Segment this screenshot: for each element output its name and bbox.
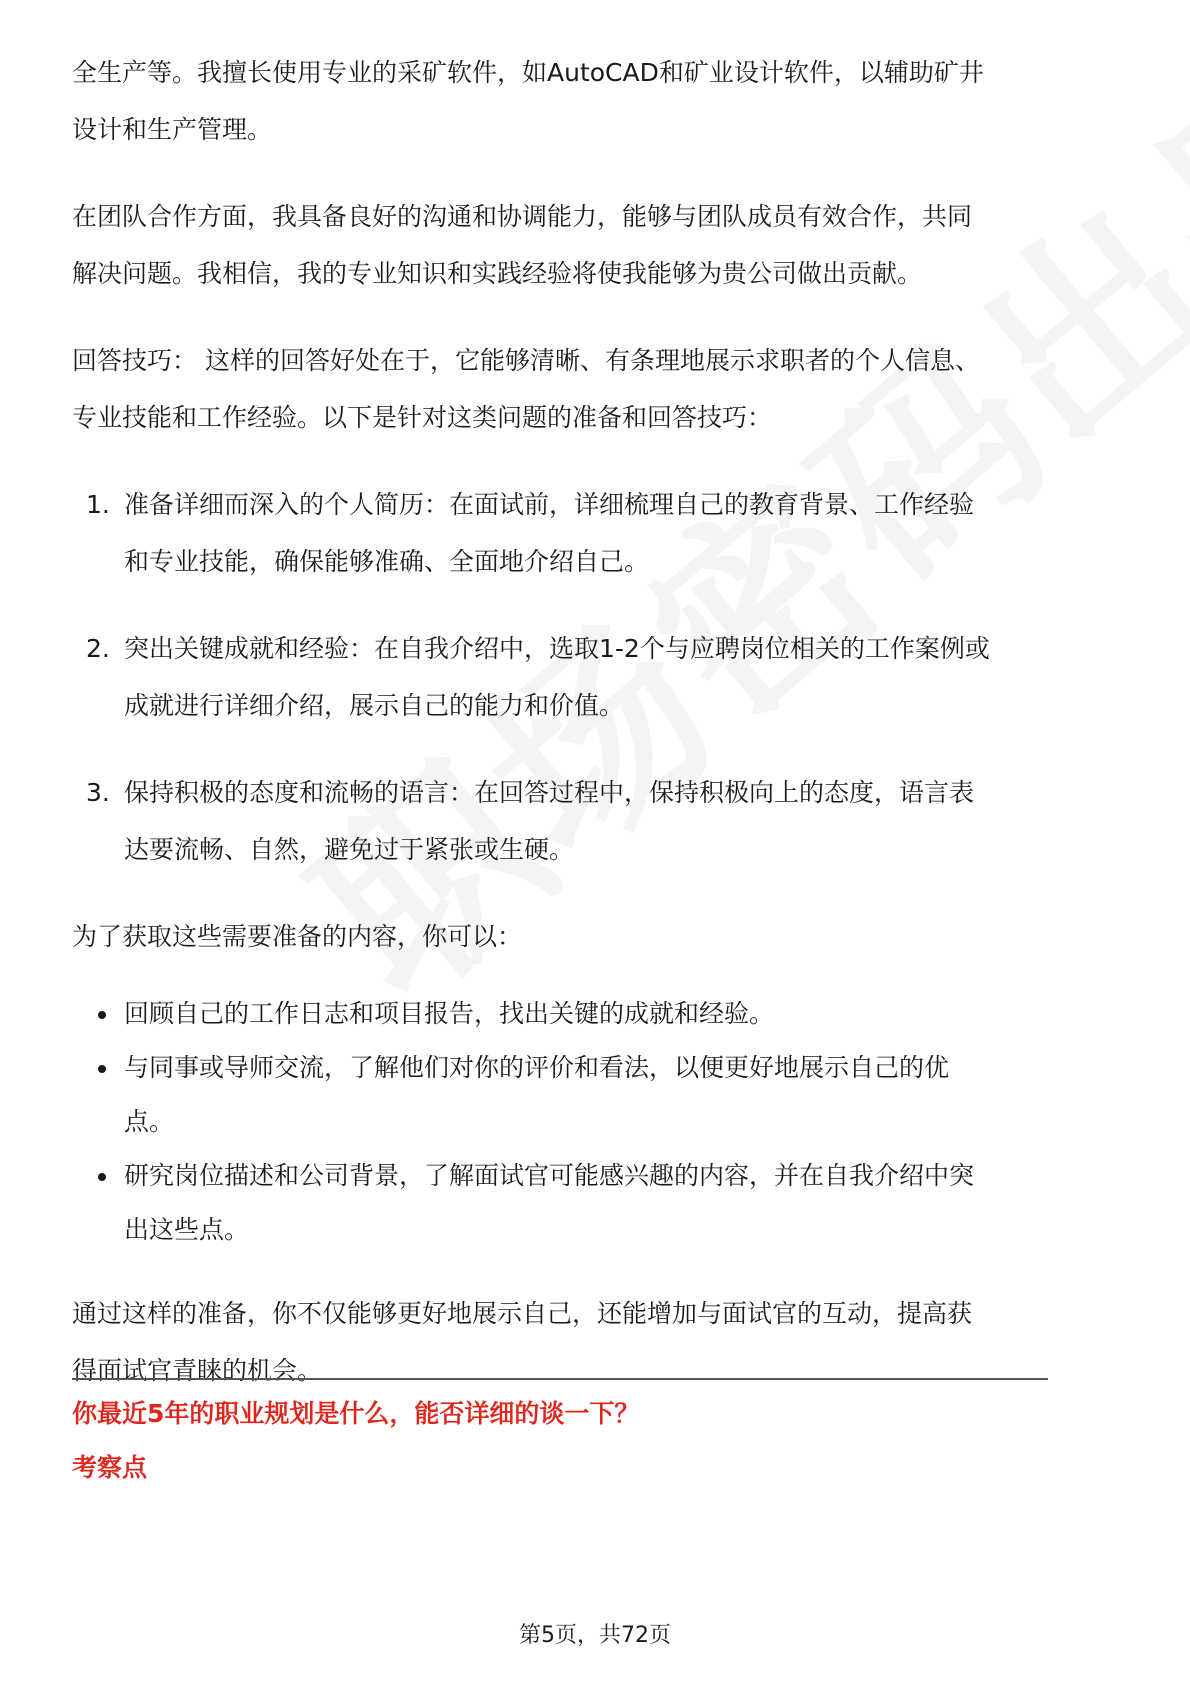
list-item: [72, 476, 1120, 590]
paragraph-line: 设计和生产管理。: [72, 115, 273, 144]
bullet-icon: [98, 1065, 106, 1073]
section-divider: [72, 1378, 1048, 1380]
paragraph-teamwork: [72, 188, 1120, 302]
list-item: [72, 1041, 1120, 1149]
list-item: [72, 1149, 1120, 1257]
list-item-line: 突出关键成就和经验：在自我介绍中，选取1-2个与应聘岗位相关的工作案例或: [124, 634, 990, 663]
list-item-line: 准备详细而深入的个人简历：在面试前，详细梳理自己的教育背景、工作经验: [124, 490, 975, 519]
prep-bullet-list: [72, 987, 1120, 1257]
paragraph-line: 得面试官青睐的机会。: [72, 1356, 323, 1385]
list-number: 3.: [86, 778, 110, 807]
paragraph-line: 解决问题。我相信，我的专业知识和实践经验将使我能够为贵公司做出贡献。: [72, 259, 923, 288]
next-question-heading: 你最近5年的职业规划是什么，能否详细的谈一下？: [72, 1399, 640, 1428]
list-item-line: 达要流畅、自然，避免过于紧张或生硬。: [124, 835, 575, 864]
page-footer: 第5页，共72页: [519, 1623, 671, 1648]
list-item: [72, 987, 1120, 1041]
section-label: 考察点: [72, 1453, 148, 1482]
list-item-line: 与同事或导师交流，了解他们对你的评价和看法，以便更好地展示自己的优: [124, 1053, 950, 1082]
paragraph-line: 在团队合作方面，我具备良好的沟通和协调能力，能够与团队成员有效合作，共同: [72, 202, 973, 231]
main-content: [72, 44, 1120, 1399]
list-number: 1.: [86, 490, 110, 519]
list-item-line: 成就进行详细介绍，展示自己的能力和价值。: [124, 691, 625, 720]
paragraph-line: 回答技巧： 这样的回答好处在于，它能够清晰、有条理地展示求职者的个人信息、: [72, 346, 980, 375]
paragraph-bullets-intro: 为了获取这些需要准备的内容，你可以：: [72, 922, 523, 951]
paragraph-line: 专业技能和工作经验。以下是针对这类问题的准备和回答技巧：: [72, 403, 773, 432]
list-item-line: 回顾自己的工作日志和项目报告，找出关键的成就和经验。: [124, 999, 775, 1028]
paragraph-software: [72, 44, 1120, 158]
tips-numbered-list: [72, 476, 1120, 878]
paragraph-line: 全生产等。我擅长使用专业的采矿软件，如AutoCAD和矿业设计软件，以辅助矿井: [72, 58, 984, 87]
list-item-line: 和专业技能，确保能够准确、全面地介绍自己。: [124, 547, 650, 576]
list-item: [72, 764, 1120, 878]
list-item-line: 出这些点。: [124, 1215, 250, 1244]
list-item-line: 点。: [124, 1107, 175, 1136]
list-item: [72, 620, 1120, 734]
list-item-line: 研究岗位描述和公司背景，了解面试官可能感兴趣的内容，并在自我介绍中突: [124, 1161, 975, 1190]
bullet-icon: [98, 1011, 106, 1019]
paragraph-closing: [72, 1285, 1120, 1399]
paragraph-answer-tips: [72, 332, 1120, 446]
bullet-icon: [98, 1173, 106, 1181]
paragraph-line: 通过这样的准备，你不仅能够更好地展示自己，还能增加与面试官的互动，提高获: [72, 1299, 973, 1328]
list-item-line: 保持积极的态度和流畅的语言：在回答过程中，保持积极向上的态度，语言表: [124, 778, 975, 807]
list-number: 2.: [86, 634, 110, 663]
